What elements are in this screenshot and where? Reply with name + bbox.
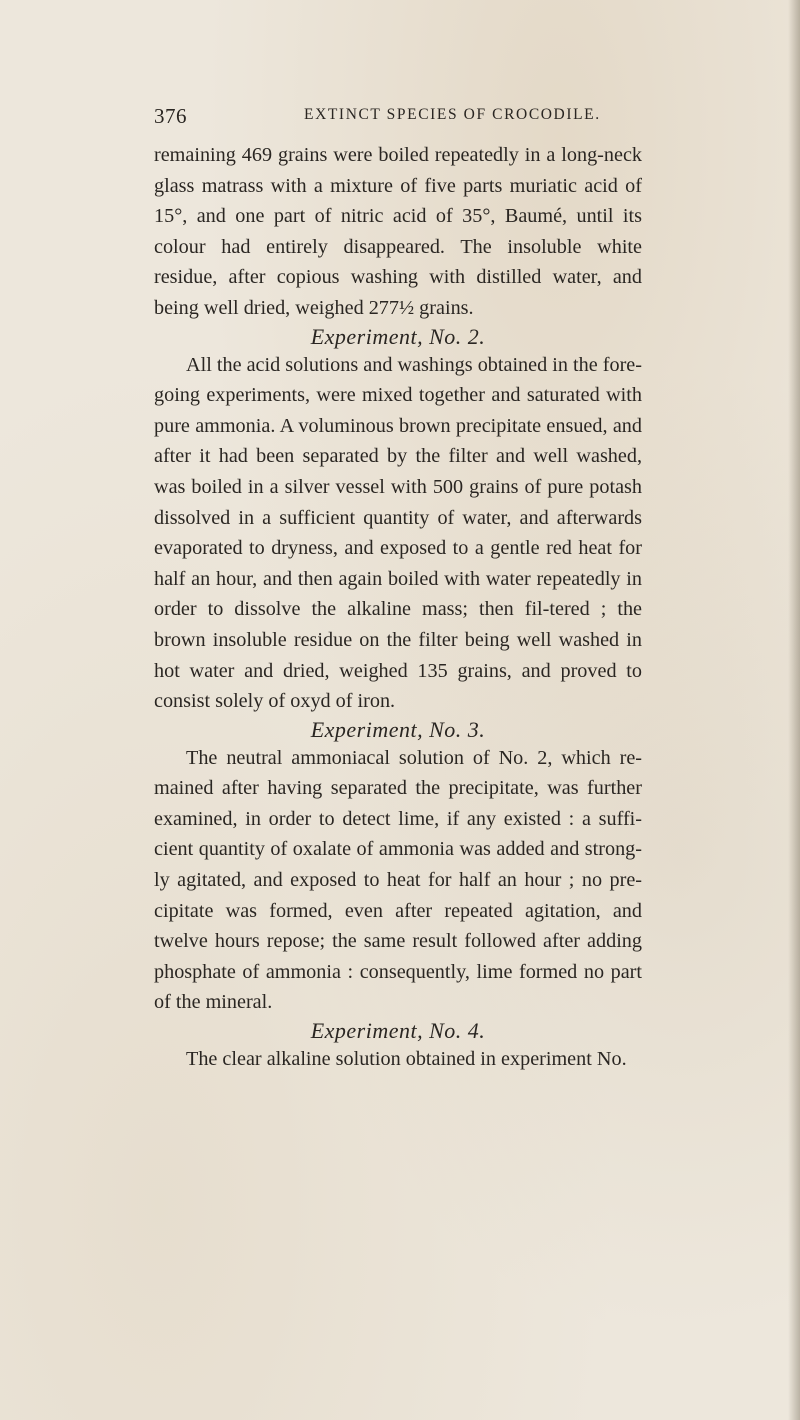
paragraph-experiment-3: The neutral ammoniacal solution of No. 2, which re-mained after having separated the precipitate, was further examined, in order to detect lime, if any existed : a suffi-cient quantity of oxalate of ammonia was added and strong-ly agitated, and exposed to heat for half an hour ; no pre-cipitate was formed, even after repeated agitation, and twelve hours repose; the same result followed after adding phosphate of ammonia : consequently, lime formed no part of the mineral.	[154, 746, 642, 1014]
page-edge-shadow	[788, 0, 800, 1420]
page-number: 376	[154, 104, 187, 128]
heading-experiment-4: Experiment, No. 4.	[310, 1018, 486, 1044]
paragraph-continuation: remaining 469 grains were boiled repeatedly in a long-neck glass matrass with a mixture of five parts muriatic acid of 15°, and one part of nitric acid of 35°, Baumé, until its colour had entirely disappeared. The insoluble white residue, after copious washing with distilled water, and being well dried, weighed 277½ grains.	[154, 144, 642, 319]
heading-experiment-2: Experiment, No. 2.	[310, 323, 486, 349]
running-title: EXTINCT SPECIES OF CROCODILE.	[304, 106, 601, 123]
paragraph-experiment-2: All the acid solutions and washings obtained in the fore-going experiments, were mixed together and saturated with pure ammonia. A voluminous brown precipitate ensued, and after it had been separated by the filter and well washed, was boiled in a silver vessel with 500 grains of pure potash dissolved in a sufficient quantity of water, and afterwards evaporated to dryness, and exposed to a gentle red heat for half an hour, and then again boiled with water repeatedly in order to dissolve the alkaline mass; then fil-tered ; the brown insoluble residue on the filter being well washed in hot water and dried, weighed 135 grains, and proved to consist solely of oxyd of iron.	[154, 353, 642, 713]
paragraph-experiment-4: The clear alkaline solution obtained in experiment No.	[186, 1048, 627, 1071]
page-body	[154, 140, 642, 1075]
heading-experiment-3: Experiment, No. 3.	[310, 716, 486, 742]
running-head	[154, 104, 642, 134]
